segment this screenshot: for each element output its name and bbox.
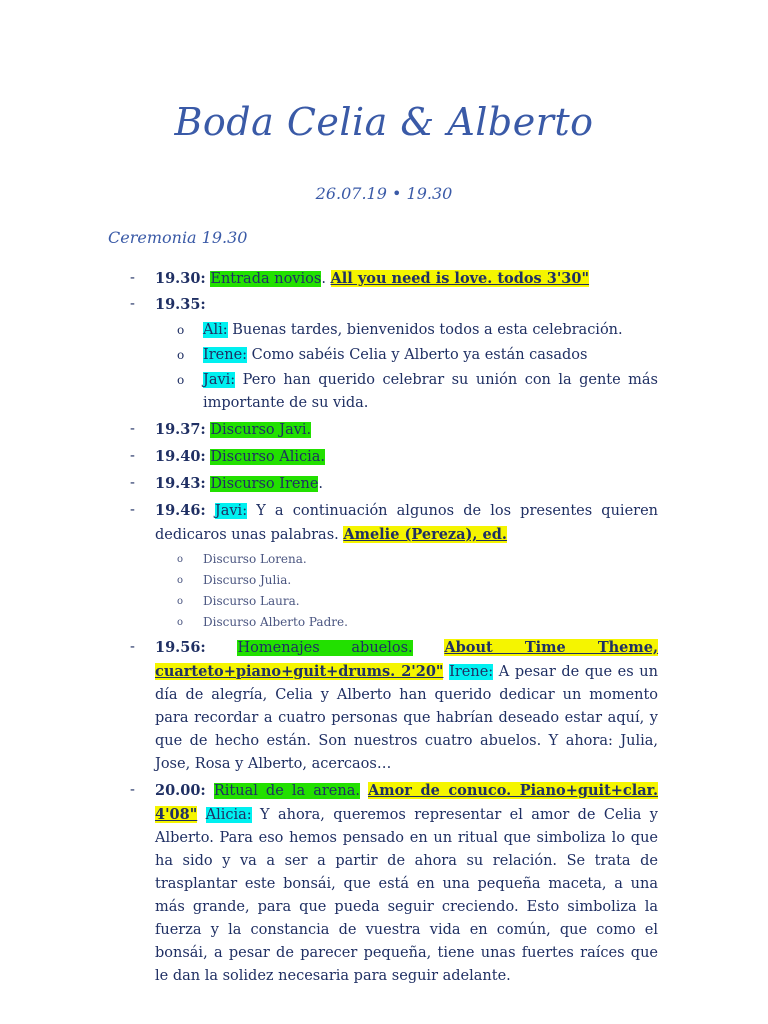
item-text: A pesar de que es un día de alegría, Celia y Alberto han querido dedicar un momento para recordar a cuatro personas que habrían deseado estar aquí, y que de hecho están. Son nuestros cuatro abuelos. Y ahora: Julia, Jose, Rosa y Alberto, acercaos…	[155, 664, 658, 772]
highlight-green: Discurso Javi.	[210, 422, 312, 438]
speech-text: Discurso Lorena.	[203, 552, 307, 566]
schedule-item	[125, 499, 658, 547]
highlight-yellow: Amor de conuco. Piano+guit+clar. 4'08"	[155, 782, 658, 823]
speech-text: Pero han querido celebrar su unión con la gente más importante de su vida.	[203, 372, 658, 411]
separator: .	[321, 271, 331, 287]
speech-text: Discurso Alberto Padre.	[203, 615, 348, 629]
speech-item	[125, 570, 658, 591]
highlight-green: Discurso Irene	[210, 476, 319, 492]
schedule-item	[125, 779, 658, 988]
circle-bullet: o	[177, 596, 184, 607]
dash-bullet: -	[130, 639, 135, 655]
schedule-item	[125, 293, 658, 317]
dash-bullet: -	[130, 475, 135, 491]
schedule-item	[125, 636, 658, 776]
circle-bullet: o	[177, 554, 184, 565]
punctuation: .	[318, 476, 324, 492]
time-label: 19.40:	[155, 448, 206, 465]
speech-text: Buenas tardes, bienvenidos todos a esta celebración.	[227, 322, 623, 338]
schedule-item	[125, 472, 658, 496]
speech-list	[125, 549, 658, 633]
highlight-yellow: All you need is love. todos 3'30"	[330, 270, 590, 287]
highlight-yellow: About Time Theme, cuarteto+piano+guit+drums. 2'20"	[155, 639, 659, 680]
schedule	[125, 267, 658, 988]
time-label: 19.56:	[155, 639, 206, 656]
highlight-green: Entrada novios	[210, 271, 322, 287]
event-date: 26.07.19 • 19.30	[315, 184, 453, 203]
dash-bullet: -	[130, 448, 135, 464]
section-heading: Ceremonia 19.30	[108, 228, 248, 247]
time-label: 19.37:	[155, 421, 206, 438]
item-text: Y a continuación algunos de los presentes quieren dedicaros unas palabras.	[155, 503, 658, 543]
speech-item	[125, 549, 658, 570]
dash-bullet: -	[130, 502, 135, 518]
highlight-yellow: Amelie (Pereza), ed.	[343, 526, 507, 543]
speaker-highlight: Javi:	[203, 372, 236, 388]
circle-bullet: o	[177, 575, 184, 586]
speech-text: Discurso Julia.	[203, 573, 292, 587]
speech-item	[125, 319, 658, 342]
time-label: 19.35:	[155, 296, 206, 313]
speaker-highlight: Javi:	[214, 503, 248, 519]
speech-item	[125, 369, 658, 415]
circle-bullet: o	[177, 348, 185, 362]
speaker-highlight: Ali:	[203, 322, 228, 338]
speech-item	[125, 344, 658, 367]
speaker-highlight: Alicia:	[205, 807, 252, 823]
speech-text: Discurso Laura.	[203, 594, 300, 608]
dash-bullet: -	[130, 421, 135, 437]
circle-bullet: o	[177, 373, 185, 387]
dash-bullet: -	[130, 270, 135, 286]
schedule-item	[125, 418, 658, 442]
speech-item	[125, 591, 658, 612]
speech-text: Como sabéis Celia y Alberto ya están casados	[247, 347, 588, 363]
time-label: 19.43:	[155, 475, 206, 492]
document-title: Boda Celia & Alberto	[174, 100, 594, 144]
circle-bullet: o	[177, 323, 185, 337]
highlight-green: Discurso Alicia.	[210, 449, 326, 465]
dash-bullet: -	[130, 782, 135, 798]
dash-bullet: -	[130, 296, 135, 312]
speaker-highlight: Irene:	[449, 664, 494, 680]
time-label: 19.30:	[155, 270, 206, 287]
circle-bullet: o	[177, 617, 184, 628]
schedule-item	[125, 445, 658, 469]
time-label: 19.46:	[155, 502, 206, 519]
schedule-item	[125, 267, 658, 291]
time-label: 20.00:	[155, 782, 206, 799]
highlight-green: Homenajes abuelos.	[237, 640, 413, 656]
item-text: Y ahora, queremos representar el amor de Celia y Alberto. Para eso hemos pensado en un ritual que simboliza lo que ha sido y va a ser a partir de ahora su relación. Se trata de trasplantar este bonsái, que está en una pequeña maceta, a una más grande, para que pueda seguir creciendo. Esto simboliza la fuerza y la constancia de vuestra vida en común, que como el bonsái, a pesar de parecer pequeña, tiene unas fuertes raíces que le dan la solidez necesaria para seguir adelante.	[155, 807, 658, 984]
speech-item	[125, 612, 658, 633]
speaker-highlight: Irene:	[203, 347, 248, 363]
highlight-green: Ritual de la arena.	[213, 783, 360, 799]
